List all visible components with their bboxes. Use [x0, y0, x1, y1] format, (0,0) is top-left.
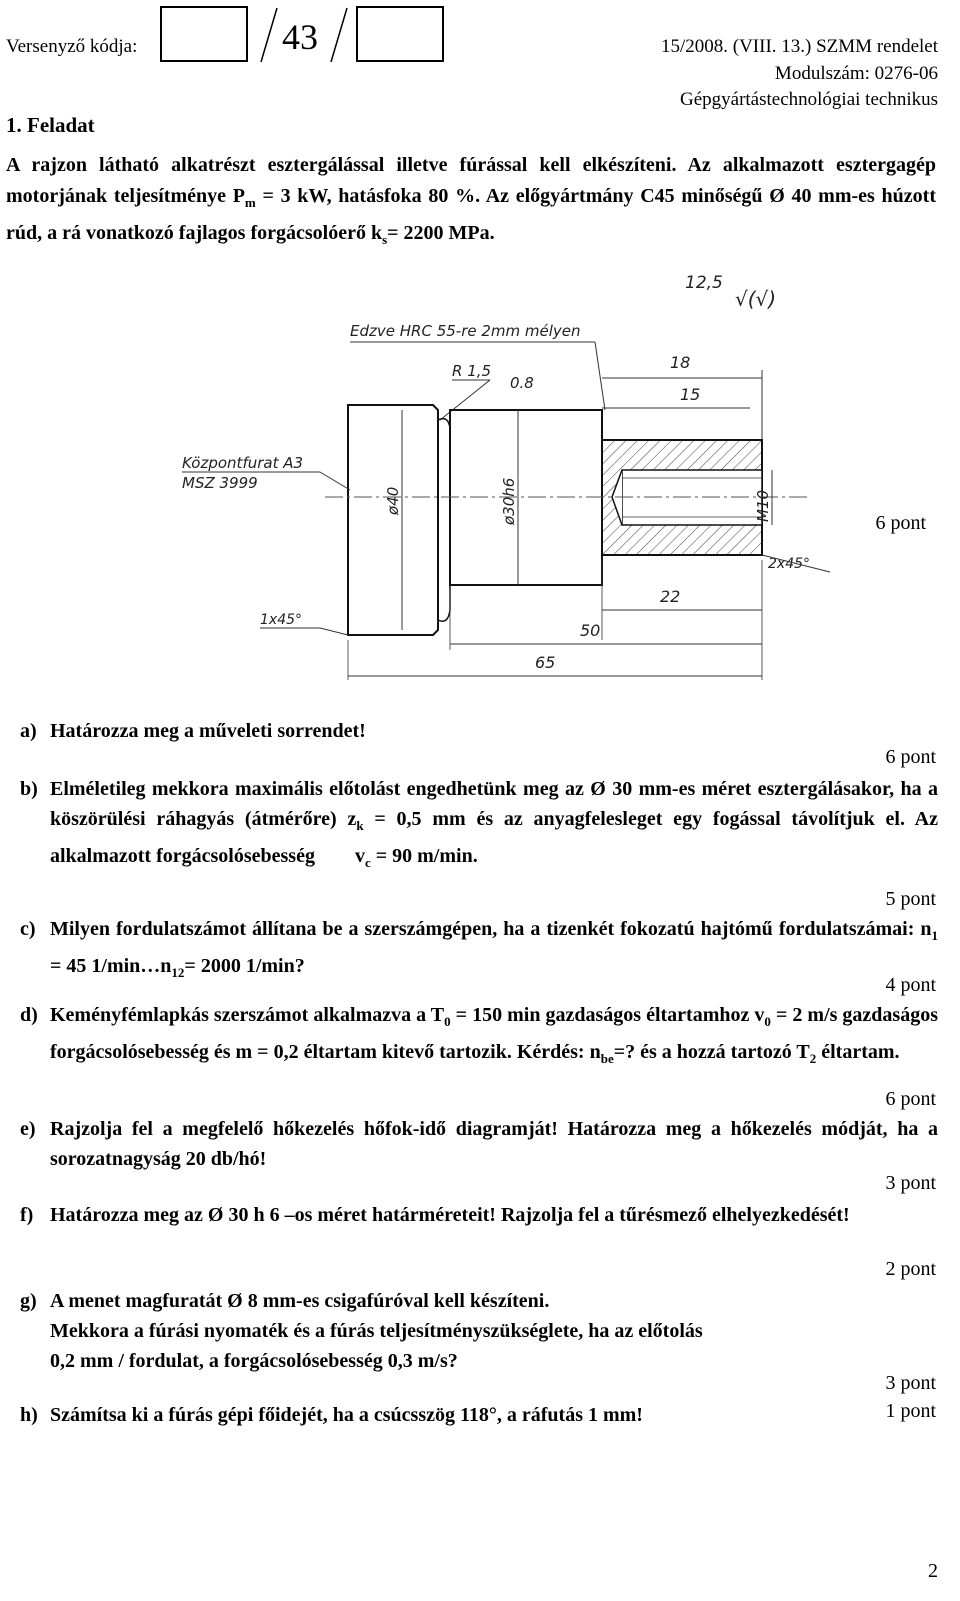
code-box-left	[160, 6, 248, 62]
technical-drawing	[150, 260, 850, 700]
hardening-note: Edzve HRC 55-re 2mm mélyen	[350, 322, 581, 340]
code-box-right	[356, 6, 444, 62]
question-g: g) A menet magfuratát Ø 8 mm-es csigafúróval kell készíteni. Mekkora a fúrási nyomaték és a fúrás teljesítményszükséglete, ha az előtolás 0,2 mm / fordulat, a forgácsolósebesség 0,3 m/s?	[20, 1290, 703, 1372]
question-e-points: 3 pont	[885, 1172, 936, 1194]
question-h-points: 1 pont	[885, 1400, 936, 1422]
question-a-points: 6 pont	[885, 746, 936, 768]
dim-65: 65	[535, 653, 556, 672]
code-middle-number: 43	[282, 17, 318, 57]
competitor-code-label: Versenyző kódja:	[6, 36, 138, 57]
question-c: c) Milyen fordulatszámot állítana be a szerszámgépen, ha a tizenkét fokozatú hajtómű fordulatszámai: $n_1 = 45$ $1/\min\dots n_{12}= 2000$ 1/min?	[20, 918, 938, 980]
chamfer-2x45: 2x45°	[768, 556, 811, 572]
roughness-value: 12,5	[685, 273, 723, 293]
question-a: a) Határozza meg a műveleti sorrendet!	[20, 720, 366, 742]
chamfer-1x45: 1x45°	[260, 612, 303, 628]
question-b-points: 5 pont	[885, 888, 936, 910]
question-g-points: 3 pont	[885, 1372, 936, 1394]
question-b: b) Elméletileg mekkora maximális előtolást engedhetünk meg az Ø 30 mm-es méret esztergálásakor, ha a köszörülési ráhagyás (átmérőre) $z_k = 0,5$ mm és az anyagfelesleget egy fogással távolítjuk el. Az alkalmazott forgácsolósebesség $v_c = 90$ m/min.	[20, 778, 938, 870]
thread-label: M10	[754, 489, 772, 522]
dia-30-label: ø30h6	[500, 477, 518, 525]
dim-50: 50	[580, 621, 601, 640]
question-h: h) Számítsa ki a fúrás gépi főidejét, ha a csúcsszög 118°, a ráfutás 1 mm!	[20, 1404, 643, 1426]
dim-15: 15	[680, 385, 701, 404]
question-f-points: 2 pont	[885, 1258, 936, 1280]
dim-18: 18	[670, 353, 691, 372]
regulation-text: 15/2008. (VIII. 13.) SZMM rendelet	[660, 36, 938, 57]
question-e: e) Rajzolja fel a megfelelő hőkezelés hőfok-idő diagramját! Határozza meg a hőkezelés módját, ha a sorozatnagyság 20 db/hó!	[20, 1118, 938, 1170]
question-d: d) Keményfémlapkás szerszámot alkalmazva a $T_0 = 150$ min gazdaságos éltartamhoz $v_0 = 2$ m/s gazdaságos forgácsolósebesség és m = 0,2 éltartam kitevő tartozik. Kérdés: $n_{be}=$? és a hozzá tartozó $T_2$ éltartam.	[20, 1004, 939, 1066]
center-hole-line1: Központfurat A3	[182, 454, 304, 472]
dim-22: 22	[660, 587, 681, 606]
task-title: 1. Feladat	[6, 113, 95, 137]
drawing-points: 6 pont	[875, 512, 926, 534]
radius-label: R 1,5	[452, 362, 492, 380]
profession-name: Gépgyártástechnológiai technikus	[679, 89, 938, 110]
center-hole-line2: MSZ 3999	[182, 474, 258, 492]
dia-40-label: ø40	[384, 486, 402, 515]
module-number: Modulszám: 0276-06	[774, 63, 938, 84]
question-c-points: 4 pont	[885, 974, 936, 996]
question-f: f) Határozza meg az Ø 30 h 6 –os méret határméreteit! Rajzolja fel a tűrésmező elhelyezkedését!	[20, 1204, 850, 1226]
question-d-points: 6 pont	[885, 1088, 936, 1110]
roughness-symbol: √(√)	[735, 287, 777, 311]
surface-label: 0.8	[510, 374, 534, 392]
task-intro: A rajzon látható alkatrészt esztergálással illetve fúrással kell elkészíteni. Az alkalmazott esztergagép motorjának teljesítménye $P_m = 3$ kW, hatásfoka 80 %. Az előgyártmány C45 minőségű Ø 40 mm-es húzott rúd, a rá vonatkozó fajlagos forgácsolóerő $k_s= 2200$ MPa.	[6, 154, 936, 247]
page-number: 2	[928, 1560, 938, 1582]
